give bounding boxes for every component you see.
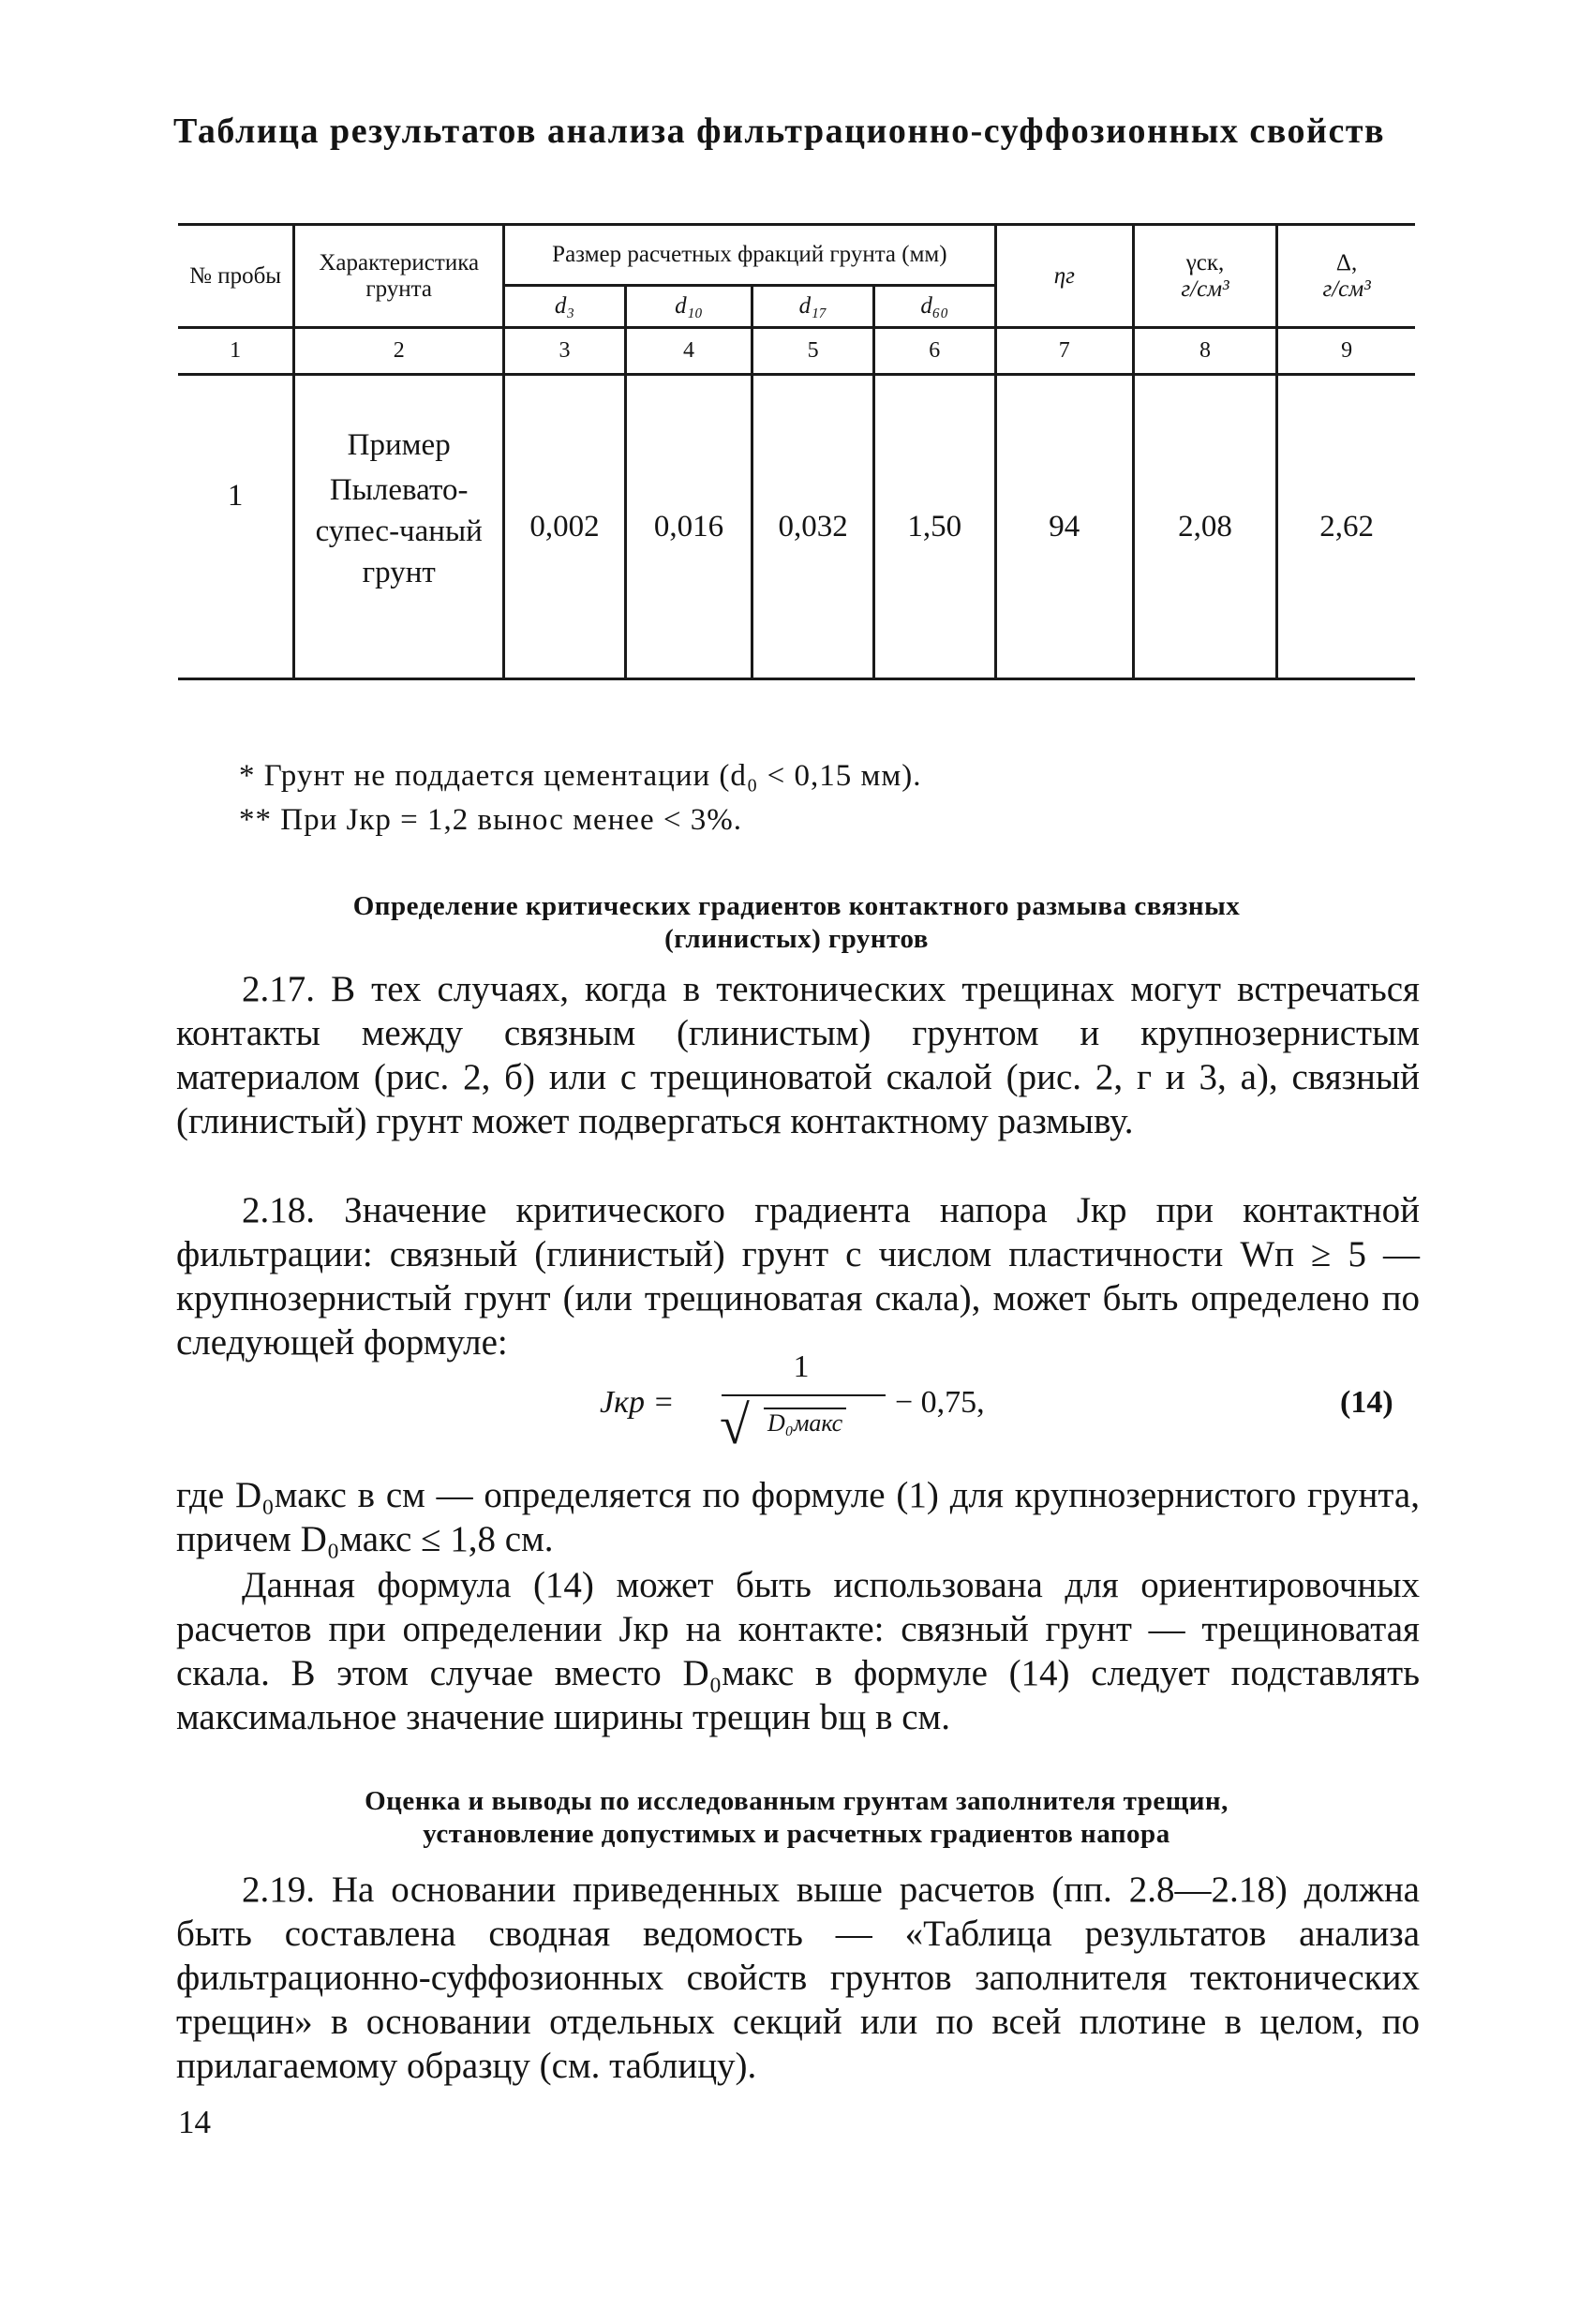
cell-d3: 0,002 bbox=[504, 375, 626, 679]
header-d60: d₆₀ bbox=[873, 286, 995, 328]
formula-tail: − 0,75, bbox=[895, 1385, 985, 1420]
paragraph-where: где D₀макс в см — определяется по формуле (1) для крупнозернистого грунта, причем D₀макс ≤ 1,8 см. bbox=[176, 1475, 1420, 1559]
cell-sample-no: 1 bbox=[178, 375, 294, 679]
header-gamma-unit: г/см³ bbox=[1181, 276, 1229, 302]
cell-characteristic-text: Пылевато-супес-чаный грунт bbox=[315, 473, 483, 589]
formula-radicand: D₀макс bbox=[764, 1408, 846, 1438]
column-number: 3 bbox=[504, 328, 626, 375]
cell-d60: 1,50 bbox=[873, 375, 995, 679]
column-number: 1 bbox=[178, 328, 294, 375]
header-delta-symbol: Δ, bbox=[1335, 249, 1358, 276]
formula-14 bbox=[600, 1349, 1443, 1462]
footnote-2: ** При Jкр = 1,2 вынос менее < 3%. bbox=[239, 803, 742, 837]
column-number: 8 bbox=[1133, 328, 1276, 375]
header-fraction-size: Размер расчетных фракций грунта (мм) bbox=[504, 225, 995, 286]
header-delta-unit: г/см³ bbox=[1322, 276, 1371, 302]
header-d10: d₁₀ bbox=[625, 286, 752, 328]
paragraph-2-19: 2.19. На основании приведенных выше расчетов (пп. 2.8—2.18) должна быть составлена сводная ведомость — «Таблица результатов анализа фильтрационно-суффозионных свойств грунтов заполнителя тектонических трещин» в основании отдельных секций или по всей плотине в целом, по прилагаемому образцу (см. таблицу). bbox=[176, 1870, 1420, 2086]
section-title-critical-gradients: Определение критических градиентов контактного размыва связных (глинистых) грунтов bbox=[352, 891, 1241, 954]
table-row bbox=[178, 375, 1415, 679]
cell-example-label: Пример bbox=[347, 428, 451, 462]
header-d17: d₁₇ bbox=[752, 286, 874, 328]
cell-d17: 0,032 bbox=[752, 375, 874, 679]
column-number: 9 bbox=[1277, 328, 1415, 375]
cell-delta: 2,62 bbox=[1277, 375, 1415, 679]
radical-sign-icon: √ bbox=[720, 1394, 750, 1455]
page-number: 14 bbox=[178, 2104, 211, 2140]
header-gamma-symbol: γск, bbox=[1185, 249, 1225, 276]
formula-number: (14) bbox=[1340, 1385, 1393, 1420]
section-title-assessment: Оценка и выводы по исследованным грунтам заполнителя трещин, установление допустимых и расчетных градиентов напора bbox=[365, 1786, 1229, 1849]
header-d3: d₃ bbox=[504, 286, 626, 328]
header-sample-no: № пробы bbox=[178, 225, 294, 328]
results-table bbox=[178, 223, 1415, 680]
column-number: 2 bbox=[294, 328, 504, 375]
column-number: 5 bbox=[752, 328, 874, 375]
formula-numerator: 1 bbox=[793, 1349, 810, 1384]
column-number-row bbox=[178, 328, 1415, 375]
table-title: Таблица результатов анализа фильтрационно-суффозионных свойств bbox=[173, 112, 1386, 151]
cell-d10: 0,016 bbox=[625, 375, 752, 679]
paragraph-2-18: 2.18. Значение критического градиента напора Jкр при контактной фильтрации: связный (глинистый) грунт с числом пластичности Wп ≥ 5 — крупнозернистый грунт (или трещиноватая скала), может быть определено по следующей формуле: bbox=[176, 1190, 1420, 1363]
header-delta bbox=[1277, 225, 1415, 328]
footnote-1: * Грунт не поддается цементации (d₀ < 0,15 мм). bbox=[239, 759, 922, 793]
cell-eta: 94 bbox=[995, 375, 1133, 679]
header-row-top bbox=[178, 225, 1415, 286]
header-characteristic: Характеристика грунта bbox=[294, 225, 504, 328]
paragraph-2-17: 2.17. В тех случаях, когда в тектонических трещинах могут встречаться контакты между связным (глинистым) грунтом и крупнозернистым материалом (рис. 2, б) или с трещиноватой скалой (рис. 2, г и 3, а), связный (глинистый) грунт может подвергаться контактному размыву. bbox=[176, 969, 1420, 1141]
cell-characteristic bbox=[294, 375, 504, 679]
header-eta: ηг bbox=[995, 225, 1133, 328]
header-gamma bbox=[1133, 225, 1276, 328]
paragraph-formula-14-usage: Данная формула (14) может быть использована для ориентировочных расчетов при определении Jкр на контакте: связный грунт — трещиноватая скала. В этом случае вместо D₀макс в формуле (14) следует подставлять максимальное значение ширины трещин bщ в см. bbox=[176, 1565, 1420, 1737]
formula-lhs: Jкр = bbox=[600, 1385, 675, 1420]
column-number: 4 bbox=[625, 328, 752, 375]
column-number: 6 bbox=[873, 328, 995, 375]
cell-gamma: 2,08 bbox=[1133, 375, 1276, 679]
column-number: 7 bbox=[995, 328, 1133, 375]
